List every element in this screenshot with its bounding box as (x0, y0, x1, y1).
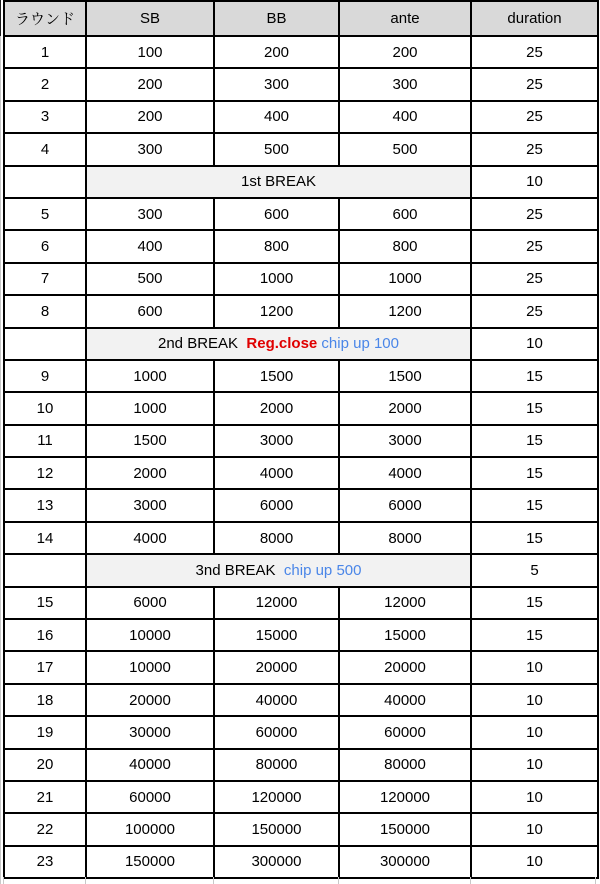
round-cell: 19 (4, 716, 86, 748)
ante-cell: 150000 (339, 813, 471, 845)
duration-cell: 25 (471, 101, 598, 133)
bb-cell: 1500 (214, 360, 339, 392)
round-row (4, 230, 598, 262)
round-cell: 1 (4, 36, 86, 68)
bb-cell: 60000 (214, 716, 339, 748)
duration-cell: 15 (471, 489, 598, 521)
ante-cell: 1000 (339, 263, 471, 295)
round-row (4, 587, 598, 619)
duration-cell: 5 (471, 554, 598, 586)
bb-cell: 4000 (214, 457, 339, 489)
round-row (4, 198, 598, 230)
sb-cell: 200 (86, 101, 214, 133)
bb-cell: 12000 (214, 587, 339, 619)
round-row (4, 684, 598, 716)
ante-cell: 200 (339, 36, 471, 68)
sb-cell: 1000 (86, 392, 214, 424)
header-cell-ante: ante (339, 1, 471, 36)
ante-cell: 6000 (339, 489, 471, 521)
round-cell: 14 (4, 522, 86, 554)
sb-cell: 6000 (86, 587, 214, 619)
bb-cell: 600 (214, 198, 339, 230)
ante-cell: 4000 (339, 457, 471, 489)
bb-cell: 300000 (214, 846, 339, 878)
ante-cell: 800 (339, 230, 471, 262)
duration-cell: 15 (471, 457, 598, 489)
ante-cell: 120000 (339, 781, 471, 813)
duration-cell: 15 (471, 392, 598, 424)
sb-cell: 600 (86, 295, 214, 327)
round-cell: 16 (4, 619, 86, 651)
round-cell: 23 (4, 846, 86, 878)
duration-cell: 25 (471, 133, 598, 165)
header-cell-duration: duration (471, 1, 598, 36)
round-cell: 7 (4, 263, 86, 295)
ante-cell: 40000 (339, 684, 471, 716)
round-row (4, 101, 598, 133)
gridline-artifact (0, 36, 1, 884)
ante-cell: 12000 (339, 587, 471, 619)
duration-cell: 25 (471, 198, 598, 230)
table-header (4, 1, 598, 36)
sb-cell: 20000 (86, 684, 214, 716)
round-row (4, 425, 598, 457)
ante-cell: 1500 (339, 360, 471, 392)
sb-cell: 200 (86, 68, 214, 100)
ante-cell: 300 (339, 68, 471, 100)
break-row (4, 166, 598, 198)
sb-cell: 10000 (86, 619, 214, 651)
ante-cell: 8000 (339, 522, 471, 554)
break-text-segment: 3nd BREAK (195, 561, 284, 579)
round-cell: 3 (4, 101, 86, 133)
bb-cell: 150000 (214, 813, 339, 845)
round-cell: 20 (4, 749, 86, 781)
round-row (4, 846, 598, 878)
duration-cell: 25 (471, 68, 598, 100)
bb-cell: 500 (214, 133, 339, 165)
bb-cell: 2000 (214, 392, 339, 424)
duration-cell: 10 (471, 716, 598, 748)
duration-cell: 10 (471, 328, 598, 360)
break-label-cell (86, 328, 471, 360)
break-text-segment: Reg.close (246, 335, 318, 353)
sb-cell: 1000 (86, 360, 214, 392)
bb-cell: 1000 (214, 263, 339, 295)
round-cell: 18 (4, 684, 86, 716)
duration-cell: 10 (471, 813, 598, 845)
ante-cell: 20000 (339, 651, 471, 683)
sb-cell: 1500 (86, 425, 214, 457)
ante-cell: 15000 (339, 619, 471, 651)
ante-cell: 3000 (339, 425, 471, 457)
duration-cell: 25 (471, 36, 598, 68)
ante-cell: 500 (339, 133, 471, 165)
ante-cell: 2000 (339, 392, 471, 424)
duration-cell: 15 (471, 360, 598, 392)
round-row (4, 263, 598, 295)
sb-cell: 3000 (86, 489, 214, 521)
round-row (4, 392, 598, 424)
bb-cell: 200 (214, 36, 339, 68)
ante-cell: 400 (339, 101, 471, 133)
sb-cell: 60000 (86, 781, 214, 813)
break-row (4, 328, 598, 360)
bb-cell: 300 (214, 68, 339, 100)
header-cell-sb: SB (86, 1, 214, 36)
round-row (4, 489, 598, 521)
sb-cell: 300 (86, 133, 214, 165)
round-row (4, 651, 598, 683)
gridline-artifact (0, 0, 1, 36)
round-row (4, 68, 598, 100)
round-row (4, 619, 598, 651)
round-cell-empty (4, 328, 86, 360)
round-cell: 4 (4, 133, 86, 165)
round-cell: 8 (4, 295, 86, 327)
round-cell: 6 (4, 230, 86, 262)
ante-cell: 80000 (339, 749, 471, 781)
ante-cell: 60000 (339, 716, 471, 748)
break-label-cell (86, 554, 471, 586)
duration-cell: 10 (471, 684, 598, 716)
duration-cell: 10 (471, 749, 598, 781)
bb-cell: 40000 (214, 684, 339, 716)
sb-cell: 40000 (86, 749, 214, 781)
bb-cell: 800 (214, 230, 339, 262)
break-row (4, 554, 598, 586)
ante-cell: 1200 (339, 295, 471, 327)
bb-cell: 6000 (214, 489, 339, 521)
round-row (4, 133, 598, 165)
round-row (4, 749, 598, 781)
duration-cell: 25 (471, 263, 598, 295)
round-cell: 15 (4, 587, 86, 619)
round-row (4, 716, 598, 748)
round-cell: 12 (4, 457, 86, 489)
bb-cell: 8000 (214, 522, 339, 554)
round-cell: 21 (4, 781, 86, 813)
round-cell-empty (4, 554, 86, 586)
bb-cell: 1200 (214, 295, 339, 327)
sb-cell: 300 (86, 198, 214, 230)
duration-cell: 10 (471, 846, 598, 878)
round-cell: 9 (4, 360, 86, 392)
break-text-segment: 2nd BREAK (158, 335, 247, 353)
bb-cell: 400 (214, 101, 339, 133)
sb-cell: 100000 (86, 813, 214, 845)
round-cell: 13 (4, 489, 86, 521)
header-cell-round: ラウンド (4, 1, 86, 36)
sb-cell: 4000 (86, 522, 214, 554)
duration-cell: 10 (471, 166, 598, 198)
round-cell: 22 (4, 813, 86, 845)
duration-cell: 15 (471, 522, 598, 554)
round-row (4, 781, 598, 813)
break-text-segment: chip up 100 (317, 335, 399, 353)
round-row (4, 522, 598, 554)
round-row (4, 457, 598, 489)
sb-cell: 2000 (86, 457, 214, 489)
break-text-segment: 1st BREAK (240, 173, 317, 191)
round-row (4, 295, 598, 327)
sb-cell: 10000 (86, 651, 214, 683)
round-cell: 10 (4, 392, 86, 424)
round-cell: 17 (4, 651, 86, 683)
bb-cell: 15000 (214, 619, 339, 651)
break-text-segment: chip up 500 (283, 561, 362, 579)
duration-cell: 15 (471, 425, 598, 457)
round-row (4, 360, 598, 392)
bb-cell: 20000 (214, 651, 339, 683)
round-cell: 11 (4, 425, 86, 457)
round-cell: 5 (4, 198, 86, 230)
sb-cell: 30000 (86, 716, 214, 748)
header-row (4, 1, 598, 36)
duration-cell: 25 (471, 295, 598, 327)
duration-cell: 25 (471, 230, 598, 262)
break-label-cell (86, 166, 471, 198)
ante-cell: 300000 (339, 846, 471, 878)
bb-cell: 80000 (214, 749, 339, 781)
duration-cell: 10 (471, 651, 598, 683)
bb-cell: 3000 (214, 425, 339, 457)
header-cell-bb: BB (214, 1, 339, 36)
round-cell: 2 (4, 68, 86, 100)
round-cell-empty (4, 166, 86, 198)
sb-cell: 500 (86, 263, 214, 295)
duration-cell: 15 (471, 587, 598, 619)
round-row (4, 813, 598, 845)
sb-cell: 400 (86, 230, 214, 262)
bb-cell: 120000 (214, 781, 339, 813)
round-row (4, 36, 598, 68)
duration-cell: 10 (471, 781, 598, 813)
blind-structure-table (3, 0, 599, 879)
ante-cell: 600 (339, 198, 471, 230)
duration-cell: 15 (471, 619, 598, 651)
sb-cell: 150000 (86, 846, 214, 878)
table-body (4, 36, 598, 878)
sb-cell: 100 (86, 36, 214, 68)
